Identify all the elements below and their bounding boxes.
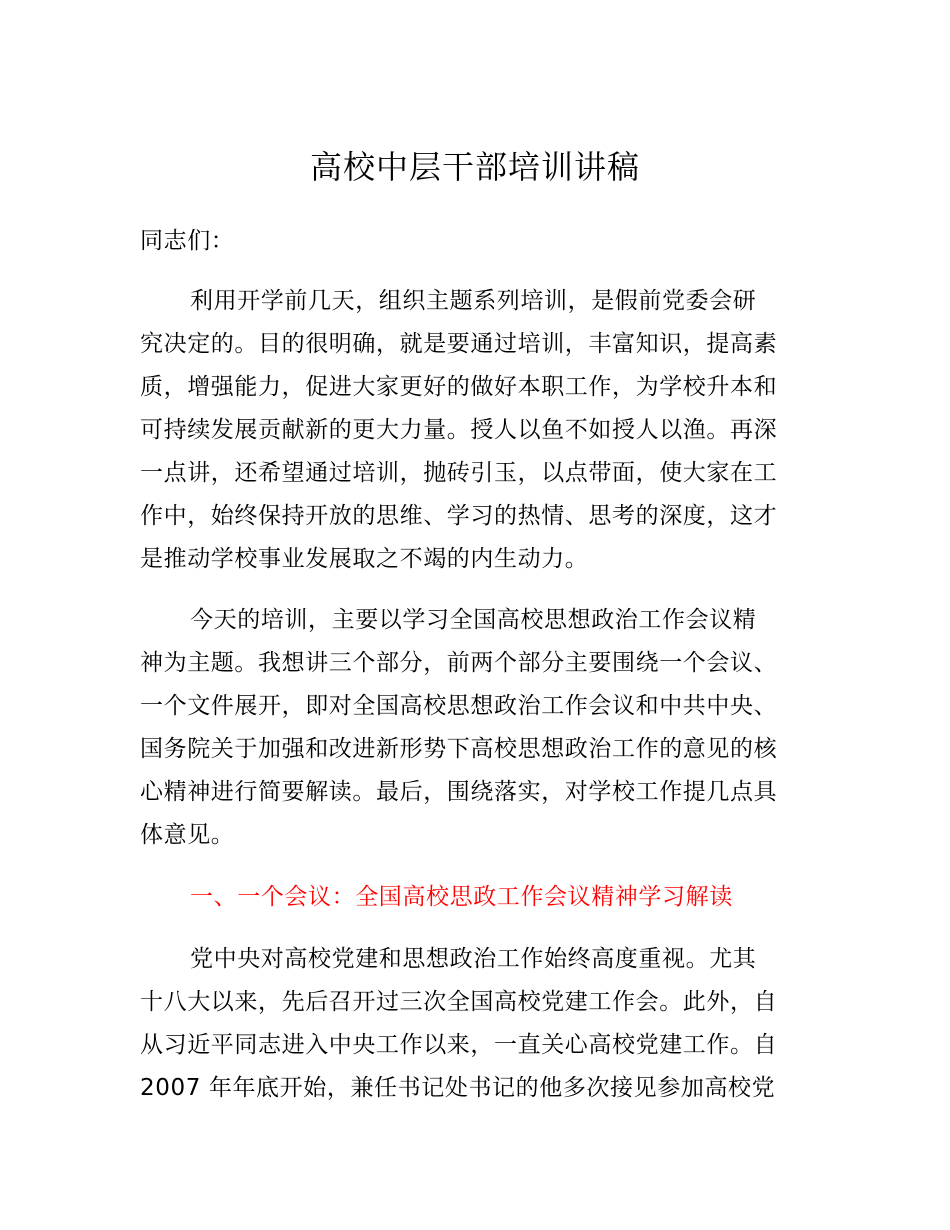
paragraph-line: 神为主题。我想讲三个部分，前两个部分主要围绕一个会议、 xyxy=(140,650,778,676)
paragraph-line: 心精神进行简要解读。最后，围绕落实，对学校工作提几点具 xyxy=(140,779,778,805)
salutation: 同志们： xyxy=(140,228,235,254)
paragraph-line: 一点讲，还希望通过培训，抛砖引玉，以点带面，使大家在工 xyxy=(140,460,778,486)
paragraph-line: 利用开学前几天，组织主题系列培训，是假前党委会研 xyxy=(190,288,757,314)
paragraph-line: 体意见。 xyxy=(140,822,235,848)
paragraph-line: 从习近平同志进入中央工作以来，一直关心高校党建工作。自 xyxy=(140,1032,778,1058)
document-title: 高校中层干部培训讲稿 xyxy=(309,148,640,186)
paragraph-line: 质，增强能力，促进大家更好的做好本职工作，为学校升本和 xyxy=(140,374,778,400)
paragraph-line: 是推动学校事业发展取之不竭的内生动力。 xyxy=(140,546,589,572)
paragraph-line: 2007 年年底开始，兼任书记处书记的他多次接见参加高校党 xyxy=(140,1075,776,1101)
paragraph-line: 究决定的。目的很明确，就是要通过培训，丰富知识，提高素 xyxy=(140,331,778,357)
paragraph-line: 十八大以来，先后召开过三次全国高校党建工作会。此外，自 xyxy=(140,989,778,1015)
section-heading: 一、一个会议：全国高校思政工作会议精神学习解读 xyxy=(190,884,733,910)
paragraph-line: 作中，始终保持开放的思维、学习的热情、思考的深度，这才 xyxy=(140,503,778,529)
paragraph-line: 可持续发展贡献新的更大力量。授人以鱼不如授人以渔。再深 xyxy=(140,417,778,443)
paragraph-line: 国务院关于加强和改进新形势下高校思想政治工作的意见的核 xyxy=(140,736,778,762)
paragraph-line: 今天的培训，主要以学习全国高校思想政治工作会议精 xyxy=(190,607,757,633)
paragraph-line: 党中央对高校党建和思想政治工作始终高度重视。尤其 xyxy=(190,946,757,972)
paragraph-line: 一个文件展开，即对全国高校思想政治工作会议和中共中央、 xyxy=(140,693,778,719)
